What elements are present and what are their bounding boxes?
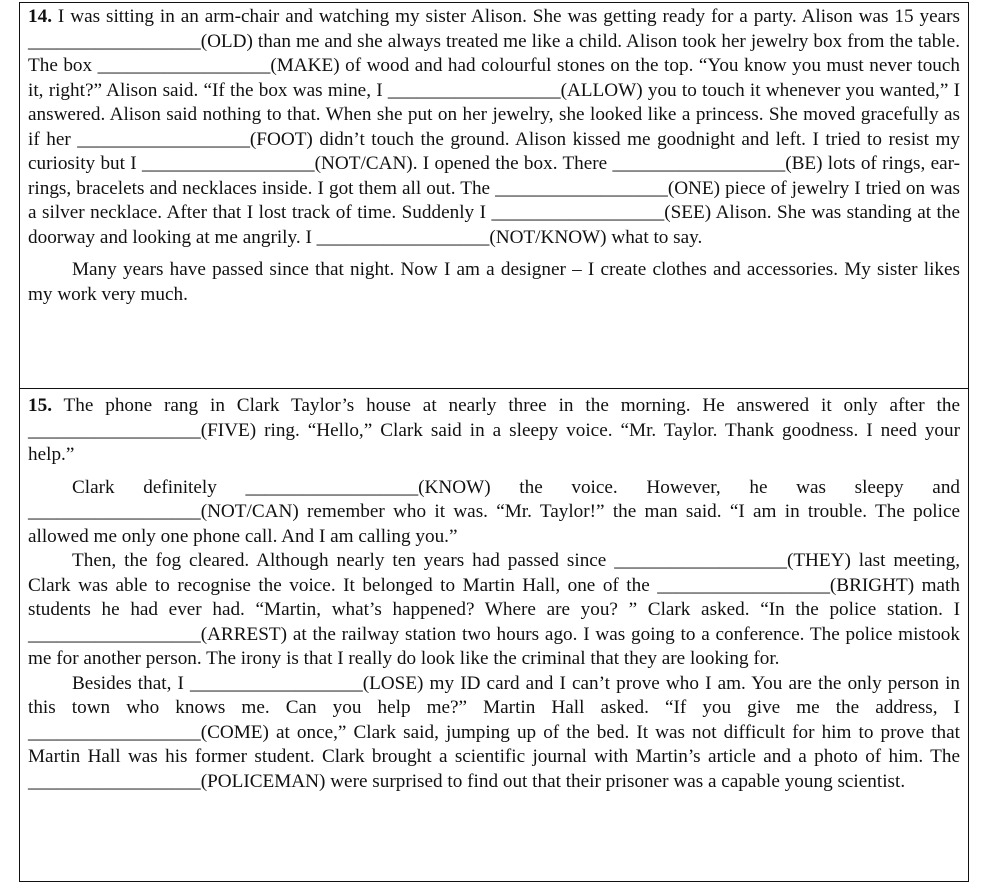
answer-blank[interactable] xyxy=(495,178,720,199)
blank-line: __________________ xyxy=(28,30,201,52)
text-segment: last meeting, Clark was able to recognise the voice. It belonged to Martin Hall, one of the xyxy=(28,550,960,596)
blank-line: __________________ xyxy=(316,226,490,248)
text-segment: of wood and had colourful stones on the top. “You know you must never touch it, right?” Alison said. “If the box was mine, I xyxy=(28,55,960,101)
blank-line: __________________ xyxy=(28,623,201,645)
answer-blank[interactable] xyxy=(77,129,313,150)
answer-blank[interactable] xyxy=(657,575,914,596)
task-14-paragraph-2 xyxy=(28,258,960,307)
base-word: (BE) xyxy=(785,153,823,174)
task-15-paragraph-3 xyxy=(28,549,960,672)
text-segment: Besides that, I xyxy=(72,672,190,694)
base-word: (ALLOW) xyxy=(560,79,643,101)
answer-blank[interactable] xyxy=(492,202,712,223)
text-segment: didn’t touch the ground. Alison kissed me goodnight and left. I tried to resist my curiosity but I xyxy=(28,128,960,174)
text-segment: I was sitting in an arm-chair and watching my sister Alison. She was getting ready for a party. Alison was 15 years xyxy=(57,6,960,27)
answer-blank[interactable] xyxy=(614,550,851,571)
text-segment: Alison. She was standing at the doorway and looking at me angrily. I xyxy=(28,202,960,248)
base-word: (NOT/KNOW) xyxy=(489,226,607,248)
blank-line: __________________ xyxy=(190,672,363,694)
task-15-paragraph-4 xyxy=(28,672,960,795)
blank-line: __________________ xyxy=(387,79,561,101)
text-segment: at the railway station two hours ago. I was going to a conference. The police mistook me for another person. The irony is that I really do look like the criminal that they are looking for. xyxy=(28,623,960,669)
answer-blank[interactable] xyxy=(142,153,413,174)
text-segment: what to say. xyxy=(606,226,703,248)
blank-line: __________________ xyxy=(657,574,830,596)
base-word: (SEE) xyxy=(664,202,712,223)
base-word: (COME) xyxy=(200,721,269,743)
blank-line: __________________ xyxy=(495,177,668,199)
text-segment: Clark definitely xyxy=(72,476,246,498)
text-segment: you to touch it whenever you wanted,” I answered. Alison said nothing to that. When she put on her jewelry, she looked like a princess. She moved gracefully as if her xyxy=(28,79,960,150)
answer-blank[interactable] xyxy=(245,477,490,498)
base-word: (MAKE) xyxy=(270,55,340,76)
text-segment: were surprised to find out that their prisoner was a capable young scientist. xyxy=(325,770,906,792)
text-segment: The phone rang in Clark Taylor’s house at nearly three in the morning. He answered it only after the xyxy=(63,395,960,416)
task-15 xyxy=(20,394,968,794)
base-word: (BRIGHT) xyxy=(829,574,915,596)
text-segment: the voice. However, he was sleepy and xyxy=(490,476,961,498)
answer-blank[interactable] xyxy=(98,55,340,76)
answer-blank[interactable] xyxy=(317,227,607,248)
blank-line: __________________ xyxy=(28,721,201,743)
answer-blank[interactable] xyxy=(28,624,287,645)
blank-line: __________________ xyxy=(614,550,787,571)
text-segment: remember who it was. “Mr. Taylor!” the man said. “I am in trouble. The police allowed me only one phone call. And I am calling you.” xyxy=(28,501,960,547)
task-15-number: 15. xyxy=(28,395,52,416)
answer-blank[interactable] xyxy=(613,153,823,174)
text-segment: at once,” Clark said, jumping up of the bed. It was not difficult for him to prove that Martin Hall was his former student. Clark brought a scientific journal with Martin’s article and a photo of him. The xyxy=(28,721,960,767)
answer-blank[interactable] xyxy=(28,31,253,52)
answer-blank[interactable] xyxy=(28,501,299,522)
answer-blank[interactable] xyxy=(388,80,643,101)
text-segment: than me and she always treated me like a child. Alison took her jewelry box from the table. The box xyxy=(28,30,960,76)
text-segment: Then, the fog cleared. Although nearly ten years had passed since xyxy=(72,550,615,571)
worksheet-frame xyxy=(19,2,969,882)
text-segment: my ID card and I can’t prove who I am. You are the only person in this town who knows me. Can you help me?” Martin Hall asked. “If you give me the address, I xyxy=(28,672,960,718)
text-segment: . I opened the box. There xyxy=(412,153,613,174)
task-14-paragraph-1 xyxy=(28,5,960,250)
blank-line: __________________ xyxy=(28,770,201,792)
base-word: (OLD) xyxy=(200,30,253,52)
base-word: (THEY) xyxy=(786,550,851,571)
task-14 xyxy=(20,5,968,307)
base-word: (ARREST) xyxy=(200,623,288,645)
blank-line: __________________ xyxy=(245,476,419,498)
blank-line: __________________ xyxy=(141,153,315,174)
text-segment: math students he had ever had. “Martin, what’s happened? Where are you? ” Clark asked. “In the police station. I xyxy=(28,574,960,620)
answer-blank[interactable] xyxy=(28,420,256,441)
blank-line: __________________ xyxy=(97,55,271,76)
blank-line: __________________ xyxy=(77,128,250,150)
text-segment: piece of jewelry I tried on was a silver necklace. After that I lost track of time. Suddenly I xyxy=(28,177,960,223)
blank-line: __________________ xyxy=(28,501,201,522)
base-word: (ONE) xyxy=(667,177,721,199)
base-word: (NOT/CAN) xyxy=(200,501,299,522)
answer-blank[interactable] xyxy=(190,673,423,694)
text-segment: Many years have passed since that night. Now I am a designer – I create clothes and accessories. My sister likes my work very much. xyxy=(28,259,960,305)
base-word: (POLICEMAN) xyxy=(200,770,326,792)
task-divider xyxy=(20,388,968,389)
task-14-text-1 xyxy=(28,6,960,248)
answer-blank[interactable] xyxy=(28,771,325,792)
task-15-paragraph-2 xyxy=(28,476,960,550)
task-15-text-1 xyxy=(28,395,960,465)
blank-line: __________________ xyxy=(28,419,201,441)
text-segment: lots of rings, ear-rings, bracelets and necklaces inside. I got them all out. The xyxy=(28,153,960,199)
base-word: (FOOT) xyxy=(249,128,313,150)
task-15-paragraph-1 xyxy=(28,394,960,468)
base-word: (NOT/CAN) xyxy=(314,153,413,174)
blank-line: __________________ xyxy=(612,153,786,174)
blank-line: __________________ xyxy=(491,202,665,223)
text-segment: ring. “Hello,” Clark said in a sleepy voice. “Mr. Taylor. Thank goodness. I need your help.” xyxy=(28,419,960,465)
base-word: (FIVE) xyxy=(200,419,257,441)
answer-blank[interactable] xyxy=(28,722,269,743)
base-word: (KNOW) xyxy=(418,476,491,498)
base-word: (LOSE) xyxy=(362,672,424,694)
task-14-number: 14. xyxy=(28,6,52,27)
